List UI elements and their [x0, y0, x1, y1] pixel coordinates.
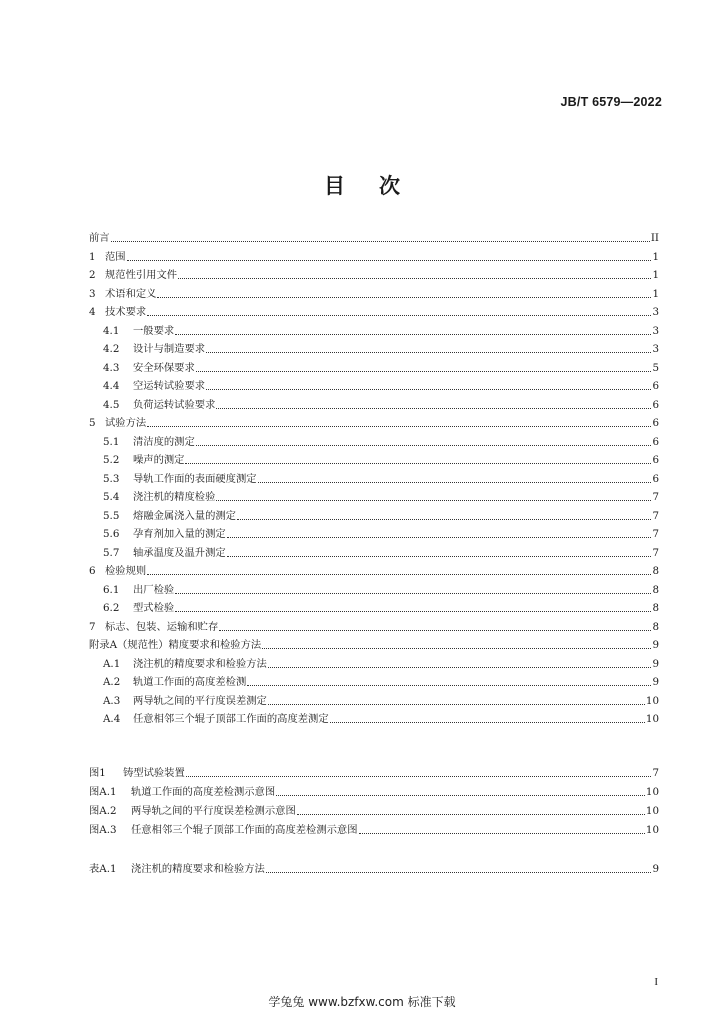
toc-entry-number: 4.1: [103, 325, 120, 337]
toc-entry-number: 图A.1: [89, 786, 117, 798]
dot-leader: [206, 351, 651, 353]
toc-entry-page: 5: [652, 362, 659, 374]
toc-entry-number: A.2: [103, 676, 121, 688]
figure-entry[interactable]: [89, 800, 659, 818]
toc-entry-page: 6: [652, 454, 659, 466]
toc-entry-label: 试验方法: [105, 417, 147, 429]
dot-leader: [186, 775, 652, 777]
toc-entry-page: 10: [645, 805, 659, 817]
toc-entry-label: 安全环保要求: [133, 362, 195, 374]
toc-entry-number: 图A.2: [89, 805, 117, 817]
toc-entry[interactable]: [103, 671, 659, 689]
toc-entry-label: 负荷运转试验要求: [133, 399, 216, 411]
toc-entry-label: 熔融金属浇入量的测定: [133, 510, 236, 522]
figure-entry[interactable]: [89, 762, 659, 780]
dot-leader: [227, 555, 652, 557]
toc-entry-number: 5.1: [103, 436, 120, 448]
toc-entry-page: 6: [652, 436, 659, 448]
dot-leader: [175, 592, 651, 594]
toc-entry[interactable]: [89, 560, 659, 578]
toc-entry-label: 噪声的测定: [133, 454, 185, 466]
toc-entry-label: 孕育剂加入量的测定: [133, 528, 226, 540]
toc-entry-label: 两导轨之间的平行度误差检测示意图: [131, 805, 296, 817]
toc-entry[interactable]: [89, 283, 659, 301]
toc-entry-label: 空运转试验要求: [133, 380, 206, 392]
dot-leader: [247, 684, 651, 686]
toc-entry-number: 2: [89, 269, 96, 281]
dot-leader: [175, 333, 651, 335]
figure-entry[interactable]: [89, 819, 659, 837]
toc-entry[interactable]: [89, 246, 659, 264]
toc-entry-page: 10: [645, 713, 659, 725]
toc-entry-label: 技术要求: [105, 306, 147, 318]
toc-entry-number: 图1: [89, 767, 106, 779]
watermark-text: 学兔兔 www.bzfxw.com 标准下载: [268, 995, 456, 1009]
page-number-roman: I: [654, 976, 658, 988]
toc-entry-page: 7: [652, 547, 659, 559]
toc-entry-label: 两导轨之间的平行度误差测定: [133, 695, 267, 707]
toc-entry[interactable]: [103, 357, 659, 375]
toc-entry-label: 浇注机的精度检验: [133, 491, 216, 503]
toc-entry-label: 设计与制造要求: [133, 343, 206, 355]
toc-entry-label: 任意相邻三个辊子顶部工作面的高度差检测示意图: [131, 824, 358, 836]
figure-entry[interactable]: [89, 781, 659, 799]
toc-entry-page: 6: [652, 473, 659, 485]
toc-entry-page: 10: [645, 824, 659, 836]
toc-entry-page: 9: [652, 658, 659, 670]
dot-leader: [206, 388, 651, 390]
toc-entry-page: 3: [652, 306, 659, 318]
toc-entry[interactable]: [103, 394, 659, 412]
toc-entry-page: 1: [652, 288, 659, 300]
toc-entry-label: 附录A（规范性）精度要求和检验方法: [89, 639, 262, 651]
dot-leader: [276, 794, 645, 796]
toc-entry[interactable]: [103, 523, 659, 541]
toc-entry-label: 导轨工作面的表面硬度测定: [133, 473, 257, 485]
toc-entry-page: 9: [652, 639, 659, 651]
toc-entry-number: A.4: [103, 713, 121, 725]
toc-entry[interactable]: [103, 597, 659, 615]
toc-entry-number: 6.2: [103, 602, 120, 614]
dot-leader: [127, 259, 652, 261]
dot-leader: [147, 314, 651, 316]
toc-entry-page: 9: [652, 676, 659, 688]
toc-entry-page: 6: [652, 399, 659, 411]
toc-entry[interactable]: [103, 708, 659, 726]
dot-leader: [237, 518, 651, 520]
toc-entry-page: 6: [652, 380, 659, 392]
toc-entry-label: 出厂检验: [133, 584, 175, 596]
toc-entry[interactable]: [103, 486, 659, 504]
standard-code: JB/T 6579—2022: [560, 95, 662, 109]
toc-entry-label: 前言: [89, 232, 110, 244]
toc-entry-number: 1: [89, 251, 96, 263]
toc-entry-label: 型式检验: [133, 602, 175, 614]
dot-leader: [111, 240, 650, 242]
dot-leader: [262, 647, 651, 649]
toc-entry-number: 5.5: [103, 510, 120, 522]
dot-leader: [359, 832, 645, 834]
toc-entry-number: 5: [89, 417, 96, 429]
toc-entry-label: 浇注机的精度要求和检验方法: [131, 863, 265, 875]
dot-leader: [147, 573, 651, 575]
toc-entry-label: 轨道工作面的高度差检测示意图: [131, 786, 276, 798]
toc-entry-number: 7: [89, 621, 96, 633]
toc-entry-page: II: [650, 232, 659, 244]
toc-entry-page: 7: [652, 510, 659, 522]
dot-leader: [216, 407, 651, 409]
toc-entry-page: 7: [652, 528, 659, 540]
toc-entry[interactable]: [103, 579, 659, 597]
toc-entry-label: 标志、包装、运输和贮存: [105, 621, 219, 633]
toc-entry-label: 铸型试验装置: [123, 767, 185, 779]
toc-entry[interactable]: [89, 227, 659, 245]
toc-entry-number: 5.7: [103, 547, 120, 559]
toc-entry-page: 8: [652, 621, 659, 633]
toc-entry-number: 5.2: [103, 454, 120, 466]
toc-entry-label: 一般要求: [133, 325, 175, 337]
toc-entry-label: 规范性引用文件: [105, 269, 178, 281]
toc-entry[interactable]: [103, 542, 659, 560]
toc-entry-label: 范围: [105, 251, 126, 263]
dot-leader: [330, 721, 645, 723]
toc-entry[interactable]: [103, 338, 659, 356]
toc-entry-number: 4: [89, 306, 96, 318]
toc-entry-page: 3: [652, 325, 659, 337]
toc-entry-number: 3: [89, 288, 96, 300]
toc-entry-number: 图A.3: [89, 824, 117, 836]
toc-entry[interactable]: [89, 301, 659, 319]
toc-entry-number: 6: [89, 565, 96, 577]
toc-entry-page: 8: [652, 584, 659, 596]
toc-entry-number: 4.2: [103, 343, 120, 355]
dot-leader: [268, 703, 645, 705]
toc-entry-number: 5.6: [103, 528, 120, 540]
toc-entry-page: 6: [652, 417, 659, 429]
dot-leader: [196, 370, 652, 372]
toc-entry[interactable]: [103, 505, 659, 523]
dot-leader: [147, 425, 651, 427]
toc-entry-label: 术语和定义: [105, 288, 157, 300]
toc-entry-number: 表A.1: [89, 863, 117, 875]
dot-leader: [266, 871, 652, 873]
toc-entry[interactable]: [103, 468, 659, 486]
toc-entry[interactable]: [89, 412, 659, 430]
toc-entry-page: 7: [652, 767, 659, 779]
toc-entry-page: 10: [645, 786, 659, 798]
dot-leader: [268, 666, 652, 668]
toc-entry-number: 4.3: [103, 362, 120, 374]
toc-entry-page: 8: [652, 565, 659, 577]
toc-entry[interactable]: [103, 431, 659, 449]
toc-entry[interactable]: [89, 634, 659, 652]
toc-entry-page: 1: [652, 269, 659, 281]
toc-entry-number: 6.1: [103, 584, 120, 596]
toc-entry-number: 5.4: [103, 491, 120, 503]
dot-leader: [258, 481, 652, 483]
toc-entry[interactable]: [89, 264, 659, 282]
toc-entry-number: A.3: [103, 695, 121, 707]
dot-leader: [219, 629, 651, 631]
toc-entry-number: A.1: [103, 658, 121, 670]
toc-entry-page: 7: [652, 491, 659, 503]
toc-entry[interactable]: [103, 653, 659, 671]
toc-entry-label: 清洁度的测定: [133, 436, 195, 448]
toc-entry[interactable]: [103, 320, 659, 338]
toc-entry-page: 3: [652, 343, 659, 355]
toc-entry-label: 浇注机的精度要求和检验方法: [133, 658, 267, 670]
toc-entry[interactable]: [103, 375, 659, 393]
toc-entry-number: 4.5: [103, 399, 120, 411]
toc-entry-number: 4.4: [103, 380, 120, 392]
dot-leader: [157, 296, 651, 298]
dot-leader: [175, 610, 651, 612]
toc-entry-page: 9: [652, 863, 659, 875]
table-entry[interactable]: [89, 858, 659, 876]
toc-entry-label: 任意相邻三个辊子顶部工作面的高度差测定: [133, 713, 329, 725]
toc-entry[interactable]: [89, 616, 659, 634]
toc-entry-number: 5.3: [103, 473, 120, 485]
dot-leader: [297, 813, 645, 815]
dot-leader: [227, 536, 652, 538]
toc-entry[interactable]: [103, 449, 659, 467]
dot-leader: [178, 277, 651, 279]
dot-leader: [196, 444, 652, 446]
page-title: 目次: [324, 174, 434, 198]
dot-leader: [216, 499, 651, 501]
dot-leader: [185, 462, 651, 464]
toc-entry-page: 1: [652, 251, 659, 263]
toc-entry-label: 轴承温度及温升测定: [133, 547, 226, 559]
toc-entry-page: 10: [645, 695, 659, 707]
toc-entry-label: 轨道工作面的高度差检测: [133, 676, 247, 688]
toc-entry-page: 8: [652, 602, 659, 614]
toc-entry-label: 检验规则: [105, 565, 147, 577]
toc-entry[interactable]: [103, 690, 659, 708]
